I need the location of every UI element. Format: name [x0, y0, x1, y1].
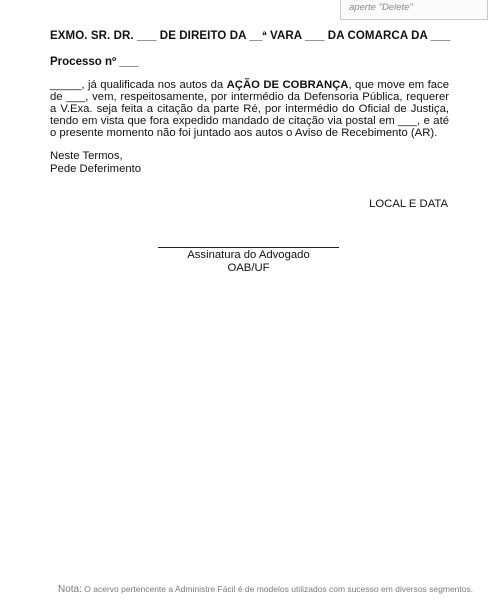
signature-name: Assinatura do Advogado	[187, 249, 310, 261]
process-number: Processo nº ___	[50, 56, 139, 68]
signature-oab: OAB/UF	[227, 262, 270, 274]
petition-body	[50, 79, 449, 139]
signature-line	[158, 247, 339, 248]
body-text-part2: , que move em face de ___, vem, respeitosamente, por intermédio da Defensoria Pública, requerer a V.Exa. seja feita a citação da parte Ré, por intermédio do Oficial de Justiça, tendo em vista que fora expedido mandado de citação via postal em ___, e até o presente momento não foi juntado aos autos o Aviso de Recebimento (AR).	[50, 79, 449, 139]
closing	[50, 150, 141, 176]
signature-block	[158, 247, 339, 275]
footnote	[58, 584, 474, 595]
footnote-label: Nota:	[58, 584, 82, 595]
instruction-tooltip	[340, 0, 488, 20]
tooltip-line-2: aperte "Delete"	[349, 2, 413, 13]
document-heading: EXMO. SR. DR. ___ DE DIREITO DA __ª VARA ___ DA COMARCA DA ___	[50, 30, 451, 42]
body-text-part1: _____, já qualificada nos autos da	[50, 79, 227, 91]
place-and-date: LOCAL E DATA	[369, 198, 448, 210]
action-name: AÇÃO DE COBRANÇA	[226, 79, 349, 91]
closing-line-2: Pede Deferimento	[50, 163, 142, 175]
closing-line-1: Neste Termos,	[50, 150, 123, 162]
footnote-text: O acervo pertencente a Administre Fácil é de modelos utilizados com sucesso em diversos segmentos.	[84, 584, 474, 594]
